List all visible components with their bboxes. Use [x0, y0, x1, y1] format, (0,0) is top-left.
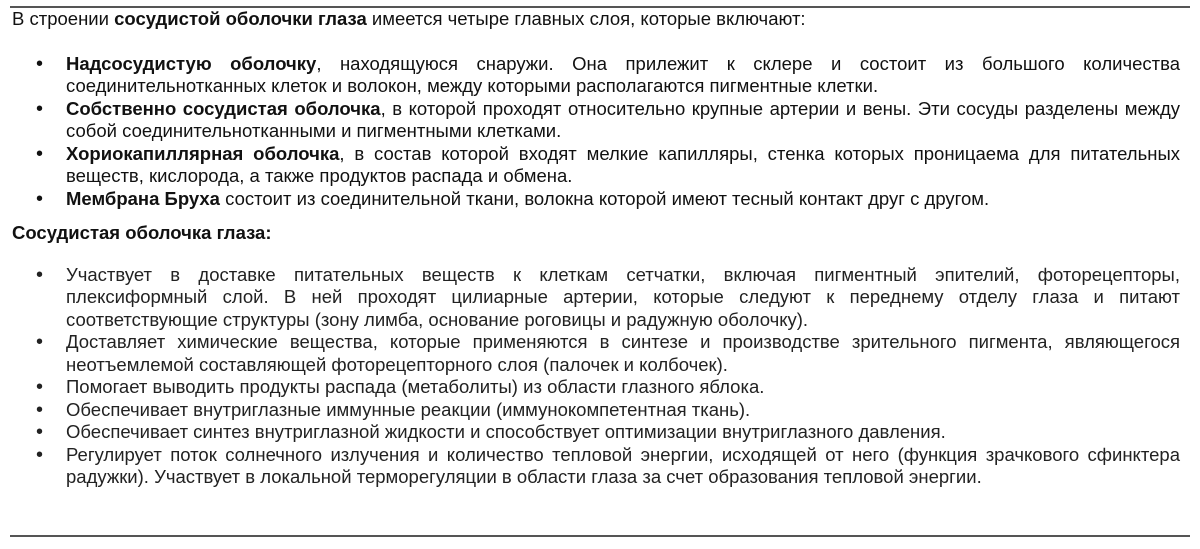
layer-desc: , находящуюся снаружи. Она прилежит к склере и состоит из большого количества соединительнотканных клеток и волокон, между которыми располагаются пигментные клетки. [66, 52, 1181, 96]
section-heading: Сосудистая оболочка глаза: [12, 222, 272, 243]
article-body [12, 8, 1180, 489]
layer-name: Надсосудистую оболочку [66, 52, 317, 74]
layer-name: Мембрана Бруха [66, 187, 220, 209]
intro-bold: сосудистой оболочки глаза [114, 8, 367, 29]
list-item [66, 53, 1180, 98]
list-item: • Участвует в доставке питательных веществ к клеткам сетчатки, включая пигментный эпителий, фоторецепторы, плексиформный слой. В ней проходят цилиарные артерии, которые следуют к переднему отделу глаза и питают соответствующие структуры (зону лимба, основание роговицы и радужную оболочку). [66, 264, 1180, 332]
list-item: • Доставляет химические вещества, которые применяются в синтезе и производстве зрительного пигмента, являющегося неотъемлемой составляющей фоторецепторного слоя (палочек и колбочек). [66, 331, 1180, 376]
list-item: • Помогает выводить продукты распада (метаболиты) из области глазного яблока. [66, 376, 1180, 399]
list-item [66, 143, 1180, 188]
intro-paragraph [12, 8, 1180, 31]
intro-text: В строении [12, 8, 115, 29]
list-item: • Обеспечивает внутриглазные иммунные реакции (иммунокомпетентная ткань). [66, 399, 1180, 422]
list-item: • Регулирует поток солнечного излучения и количество тепловой энергии, исходящей от него (функция зрачкового сфинктера радужки). Участвует в локальной терморегуляции в области глаза за счет образования тепловой энергии. [66, 444, 1180, 489]
list-item: • Обеспечивает синтез внутриглазной жидкости и способствует оптимизации внутриглазного давления. [66, 421, 1180, 444]
layers-list [12, 53, 1180, 211]
list-item [66, 188, 1180, 211]
layer-name: Собственно сосудистая оболочка [66, 97, 381, 119]
layer-desc: , в которой проходят относительно крупные артерии и вены. Эти сосуды разделены между собой соединительнотканными и пигментными клетками. [66, 97, 1180, 141]
list-item [66, 98, 1180, 143]
layer-desc: , в состав которой входят мелкие капилляры, стенка которых проницаема для питательных веществ, кислорода, а также продуктов распада и обмена. [66, 142, 1181, 186]
bottom-divider [10, 535, 1190, 537]
layer-name: Хориокапиллярная оболочка [66, 142, 340, 164]
layer-desc: состоит из соединительной ткани, волокна которой имеют тесный контакт друг с другом. [219, 187, 990, 209]
functions-list [12, 264, 1180, 489]
intro-text-end: имеется четыре главных слоя, которые включают: [366, 8, 806, 29]
